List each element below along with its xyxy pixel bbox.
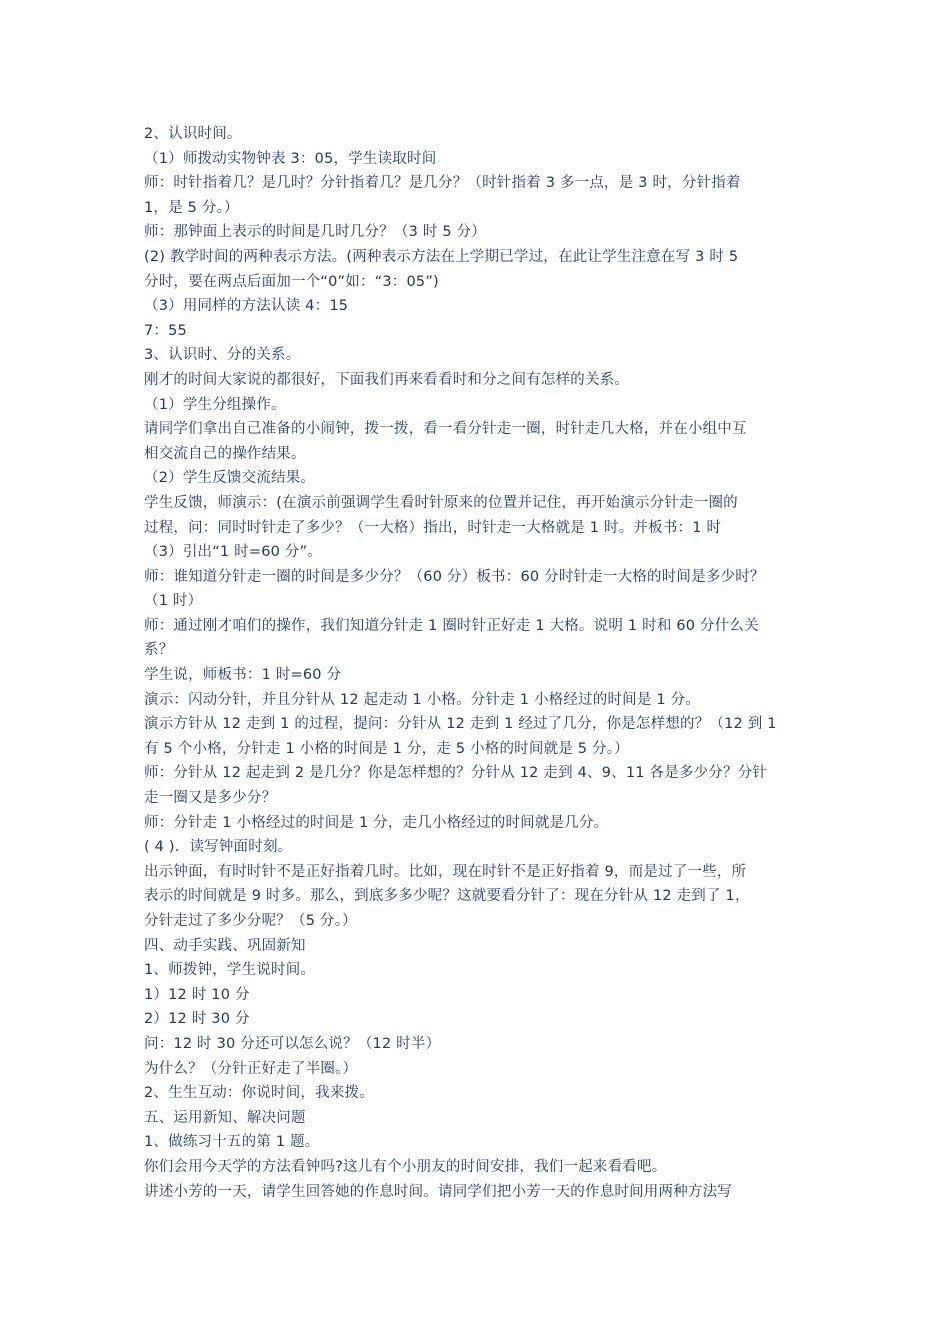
text-line: 师：通过刚才咱们的操作，我们知道分针走 1 圈时针正好走 1 大格。说明 1 时和 60 分什么关 <box>144 617 759 634</box>
text-line: ( 4 )．读写钟面时刻。 <box>144 839 293 856</box>
text-line: 1）12 时 10 分 <box>144 986 250 1003</box>
text-line: （1 时） <box>144 593 203 610</box>
text-line: 刚才的时间大家说的都很好，下面我们再来看看时和分之间有怎样的关系。 <box>144 371 630 388</box>
text-line: 师：那钟面上表示的时间是几时几分？（3 时 5 分） <box>144 224 486 241</box>
text-line: 为什么？（分针正好走了半圈。） <box>144 1060 358 1077</box>
text-line: 系？ <box>144 642 174 659</box>
text-line: 分针走过了多少分呢？（5 分。） <box>144 913 357 929</box>
text-line: 2）12 时 30 分 <box>144 1011 250 1028</box>
document-body <box>144 122 824 1204</box>
text-line: 1，是 5 分。） <box>144 199 239 216</box>
text-line: 师：分针走 1 小格经过的时间是 1 分，走几小格经过的时间就是几分。 <box>144 814 609 831</box>
text-line: 师：分针从 12 起走到 2 是几分？你是怎样想的？分针从 12 走到 4、9、11 各是多少分？分针 <box>144 765 768 782</box>
text-line: 2、生生互动：你说时间，我来拨。 <box>144 1085 374 1102</box>
text-line: 1、做练习十五的第 1 题。 <box>144 1134 320 1151</box>
text-line: （1）师拨动实物钟表 3：05，学生读取时间 <box>144 150 437 167</box>
text-line: （3）用同样的方法认读 4：15 <box>144 298 349 315</box>
text-line: (2) 教学时间的两种表示方法。(两种表示方法在上学期已学过，在此让学生注意在写 3 时 5 <box>144 248 739 265</box>
text-line: 演示：闪动分针，并且分针从 12 起走动 1 小格。分针走 1 小格经过的时间是 1 分。 <box>144 691 700 708</box>
text-line: 分时，要在两点后面加一个“0”如：“3：05”) <box>144 273 439 290</box>
text-line: 学生说，师板书：1 时=60 分 <box>144 667 342 684</box>
text-line: 表示的时间就是 9 时多。那么，到底多多少呢？这就要看分针了：现在分针从 12 走到了 1， <box>144 888 750 905</box>
text-line: （1）学生分组操作。 <box>144 396 286 413</box>
text-line: （2）学生反馈交流结果。 <box>144 470 316 487</box>
text-line: 出示钟面，有时时针不是正好指着几时。比如，现在时针不是正好指着 9，而是过了一些，所 <box>144 863 747 880</box>
text-line: 五、运用新知、解决问题 <box>144 1109 306 1126</box>
text-line: 问：12 时 30 分还可以怎么说？（12 时半） <box>144 1035 441 1052</box>
text-line: 学生反馈，师演示：(在演示前强调学生看时针原来的位置并记住，再开始演示分针走一圈的 <box>144 494 738 511</box>
text-line: （3）引出“1 时=60 分”。 <box>144 544 322 561</box>
text-line: 有 5 个小格，分针走 1 小格的时间是 1 分，走 5 小格的时间就是 5 分。） <box>144 740 629 757</box>
text-line: 师：谁知道分针走一圈的时间是多少分？（60 分）板书：60 分时针走一大格的时间是多少时？ <box>144 568 765 585</box>
text-line: 相交流自己的操作结果。 <box>144 445 306 462</box>
text-line: 2、认识时间。 <box>144 126 242 142</box>
text-line: 7：55 <box>144 322 187 339</box>
text-line: 你们会用今天学的方法看钟吗?这儿有个小朋友的时间安排，我们一起来看看吧。 <box>144 1158 667 1175</box>
text-line: 1、师拨钟，学生说时间。 <box>144 962 316 979</box>
text-line: 师：时针指着几？是几时？分针指着几？是几分？（时针指着 3 多一点，是 3 时，分针指着 <box>144 175 741 192</box>
text-line: 走一圈又是多少分？ <box>144 790 277 807</box>
text-line: 过程，问：同时时针走了多少？（一大格）指出，时针走一大格就是 1 时。并板书：1 时 <box>144 519 722 536</box>
text-line: 演示方针从 12 走到 1 的过程，提问：分针从 12 走到 1 经过了几分，你是怎样想的？（12 到 1 <box>144 716 777 733</box>
text-line: 讲述小芳的一天，请学生回答她的作息时间。请同学们把小芳一天的作息时间用两种方法写 <box>144 1183 732 1200</box>
text-line: 四、动手实践、巩固新知 <box>144 937 306 954</box>
text-line: 请同学们拿出自己准备的小闹钟，拨一拨，看一看分针走一圈，时针走几大格，并在小组中互 <box>144 421 747 438</box>
text-line: 3、认识时、分的关系。 <box>144 347 301 364</box>
